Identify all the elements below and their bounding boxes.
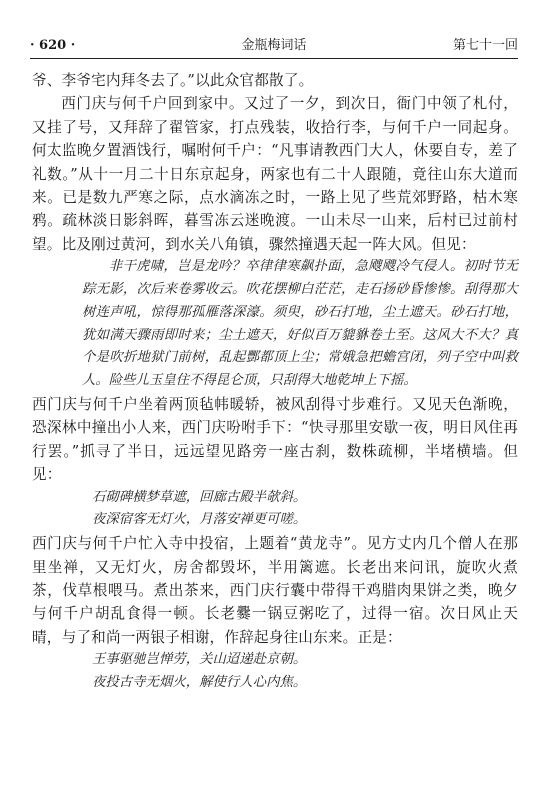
poem-line: 王事驱驰岂惮劳，关山迢递赴京朝。 xyxy=(92,652,307,668)
paragraph: 西门庆与何千户忙入寺中投宿，上题着“黄龙寺”。见方丈内几个僧人在那里坐禅，又无灯火，房舍都毁坏，半用篱遮。长老出来问讯，旋吹火煮茶，伐草根喂马。煮出茶来，西门庆行囊中带得干鸡腊肉果饼之类，晚夕与何千户胡乱食得一顿。长老爨一锅豆粥吃了，过得一宿。次日风止天晴，与了和尚一两银子相谢，作辞起身往山东来。正是： xyxy=(32,535,518,646)
paragraph: 爷、李爷宅内拜冬去了。”以此众官都散了。 xyxy=(32,72,314,89)
poem-line: 夜深宿客无灯火，月落安禅更可嗟。 xyxy=(92,512,307,528)
paragraph: 西门庆与何千户坐着两顶毡帏暖轿，被风刮得寸步难行。又见天色渐晚，恐深林中撞出小人来，西门庆吩咐手下：“快寻那里安歇一夜，明日风住再行罢。”抓寻了半日，远远望见路旁一座古刹，数株疏柳，半堵横墙。但见： xyxy=(32,396,518,484)
page-header xyxy=(30,36,518,56)
verse-block: 非干虎啸，岂是龙吟？卒律律寒飙扑面，急飕飕冷气侵人。初时节无踪无影，次后来卷雾收云。吹花摆柳白茫茫，走石扬砂昏惨惨。刮得那大树连声吼，惊得那孤雁落深濠。须臾，砂石打地，尘土遮天。砂石打地，犹如满天骤雨即时来；尘土遮天，好似百万貔貅卷土至。这风大不大？真个是吹折地狱门前树，乱起酆都顶上尘；常娥急把蟾宫闭，列子空中叫救人。险些儿玉皇住不得昆仑顶，只刮得大地乾坤上下摇。 xyxy=(82,259,518,389)
page-body xyxy=(32,69,518,695)
paragraph: 西门庆与何千户回到家中。又过了一夕，到次日，衙门中领了札付，又挂了号，又拜辞了翟管家，打点残装，收拾行李，与何千户一同起身。何太监晚夕置酒饯行，嘱咐何千户：“凡事请教西门大人，休要自专，差了礼数。”从十一月二十日东京起身，两家也有二十人跟随，竟往山东大道而来。已是数九严寒之际，点水滴冻之时，一路上见了些荒郊野路，枯木寒鸦。疏林淡日影斜晖，暮雪冻云迷晚渡。一山未尽一山来，后村已过前村望。比及刚过黄河，到水关八角镇，骤然撞遇天起一阵大风。但见： xyxy=(32,95,518,253)
page-number: · 620 · xyxy=(30,38,76,53)
header-rule xyxy=(30,58,518,59)
book-title: 金瓶梅词话 xyxy=(241,38,307,53)
chapter-title: 第七十一回 xyxy=(452,38,518,53)
poem-line: 夜投古寺无烟火，解使行人心内焦。 xyxy=(92,675,307,691)
poem-line: 石砌碑横梦草遮，回廊古殿半欹斜。 xyxy=(92,489,307,505)
